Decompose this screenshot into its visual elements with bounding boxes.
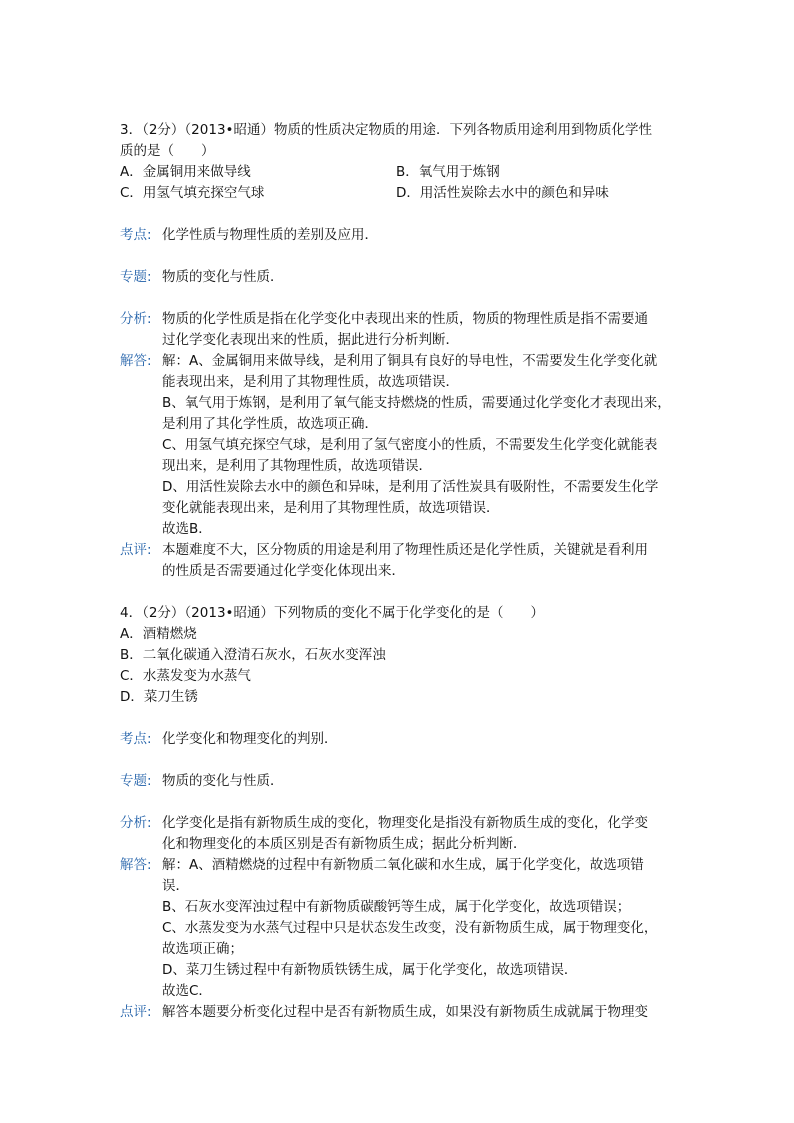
option-c: C．水蒸发变为水蒸气 [120, 668, 251, 684]
jieda-line: C、水蒸发变为水蒸气过程中只是状态发生改变，没有新物质生成，属于物理变化， [162, 920, 658, 936]
zhuanti-section [120, 267, 680, 288]
jieda-line: 能表现出来，是利用了其物理性质，故选项错误． [162, 374, 459, 390]
fenxi-label: 分析: [120, 311, 152, 327]
jieda-line: 是利用了其化学性质，故选项正确． [162, 416, 378, 432]
fenxi-line: 物质的化学性质是指在化学变化中表现出来的性质，物质的物理性质是指不需要通 [162, 311, 648, 327]
fenxi-section [120, 813, 680, 855]
jieda-line: 变化就能表现出来，是利用了其物理性质，故选项错误． [162, 500, 500, 516]
fenxi-line: 化和物理变化的本质区别是否有新物质生成；据此分析判断． [162, 836, 527, 852]
dianping-label: 点评: [120, 542, 152, 558]
jieda-line: 解：A、金属铜用来做导线，是利用了铜具有良好的导电性，不需要发生化学变化就 [162, 353, 658, 369]
jieda-line: 解：A、酒精燃烧的过程中有新物质二氧化碳和水生成，属于化学变化，故选项错 [162, 857, 644, 873]
jieda-line: D、用活性炭除去水中的颜色和异味，是利用了活性炭具有吸附性，不需要发生化学 [162, 479, 659, 495]
kaodian-section [120, 225, 680, 246]
dianping-line: 解答本题要分析变化过程中是否有新物质生成，如果没有新物质生成就属于物理变 [162, 1004, 648, 1020]
jieda-line: B、氧气用于炼钢，是利用了氧气能支持燃烧的性质，需要通过化学变化才表现出来， [162, 395, 671, 411]
jieda-line: 故选项正确； [162, 941, 243, 957]
fenxi-section [120, 309, 680, 351]
option-a: A．酒精燃烧 [120, 626, 197, 642]
jieda-line: 误． [162, 878, 189, 894]
dianping-line: 本题难度不大，区分物质的用途是利用了物理性质还是化学性质，关键就是看利用 [162, 542, 648, 558]
dianping-label: 点评: [120, 1004, 152, 1020]
jieda-section [120, 351, 680, 540]
option-d: D．菜刀生锈 [120, 689, 198, 705]
jieda-line: C、用氢气填充探空气球，是利用了氢气密度小的性质，不需要发生化学变化就能表 [162, 437, 658, 453]
option-d: D．用活性炭除去水中的颜色和异味 [396, 185, 609, 201]
dianping-line: 的性质是否需要通过化学变化体现出来． [162, 563, 405, 579]
fenxi-label: 分析: [120, 815, 152, 831]
kaodian-text: 化学变化和物理变化的判别． [162, 731, 338, 747]
option-b: B．二氧化碳通入澄清石灰水，石灰水变浑浊 [120, 647, 386, 663]
question-3 [120, 120, 680, 582]
jieda-section [120, 855, 680, 1002]
options-row [120, 162, 680, 183]
jieda-line: 故选C． [162, 983, 212, 999]
kaodian-text: 化学性质与物理性质的差别及应用． [162, 227, 378, 243]
kaodian-section [120, 729, 680, 750]
dianping-section [120, 1002, 680, 1023]
kaodian-label: 考点: [120, 227, 152, 243]
jieda-label: 解答: [120, 353, 152, 369]
zhuanti-section [120, 771, 680, 792]
zhuanti-label: 专题: [120, 773, 152, 789]
zhuanti-text: 物质的变化与性质． [162, 773, 284, 789]
jieda-line: 故选B． [162, 521, 212, 537]
jieda-line: D、菜刀生锈过程中有新物质铁锈生成，属于化学变化，故选项错误． [162, 962, 578, 978]
kaodian-label: 考点: [120, 731, 152, 747]
jieda-label: 解答: [120, 857, 152, 873]
jieda-line: B、石灰水变浑浊过程中有新物质碳酸钙等生成，属于化学变化，故选项错误； [162, 899, 631, 915]
question-stem-line: 质的是（ ） [120, 143, 215, 159]
zhuanti-label: 专题: [120, 269, 152, 285]
dianping-section [120, 540, 680, 582]
fenxi-line: 过化学变化表现出来的性质，据此进行分析判断． [162, 332, 459, 348]
question-stem-line: 3．（2分）（2013•昭通）物质的性质决定物质的用途．下列各物质用途利用到物质化学性 [120, 122, 652, 138]
option-a: A．金属铜用来做导线 [120, 164, 251, 180]
fenxi-line: 化学变化是指有新物质生成的变化，物理变化是指没有新物质生成的变化，化学变 [162, 815, 648, 831]
question-4 [120, 603, 680, 1023]
option-b: B．氧气用于炼钢 [396, 164, 500, 180]
question-stem-line: 4．（2分）（2013•昭通）下列物质的变化不属于化学变化的是（ ） [120, 605, 544, 621]
document-page [120, 120, 680, 1023]
options-row [120, 183, 680, 204]
option-c: C．用氢气填充探空气球 [120, 185, 265, 201]
zhuanti-text: 物质的变化与性质． [162, 269, 284, 285]
jieda-line: 现出来，是利用了其物理性质，故选项错误． [162, 458, 432, 474]
